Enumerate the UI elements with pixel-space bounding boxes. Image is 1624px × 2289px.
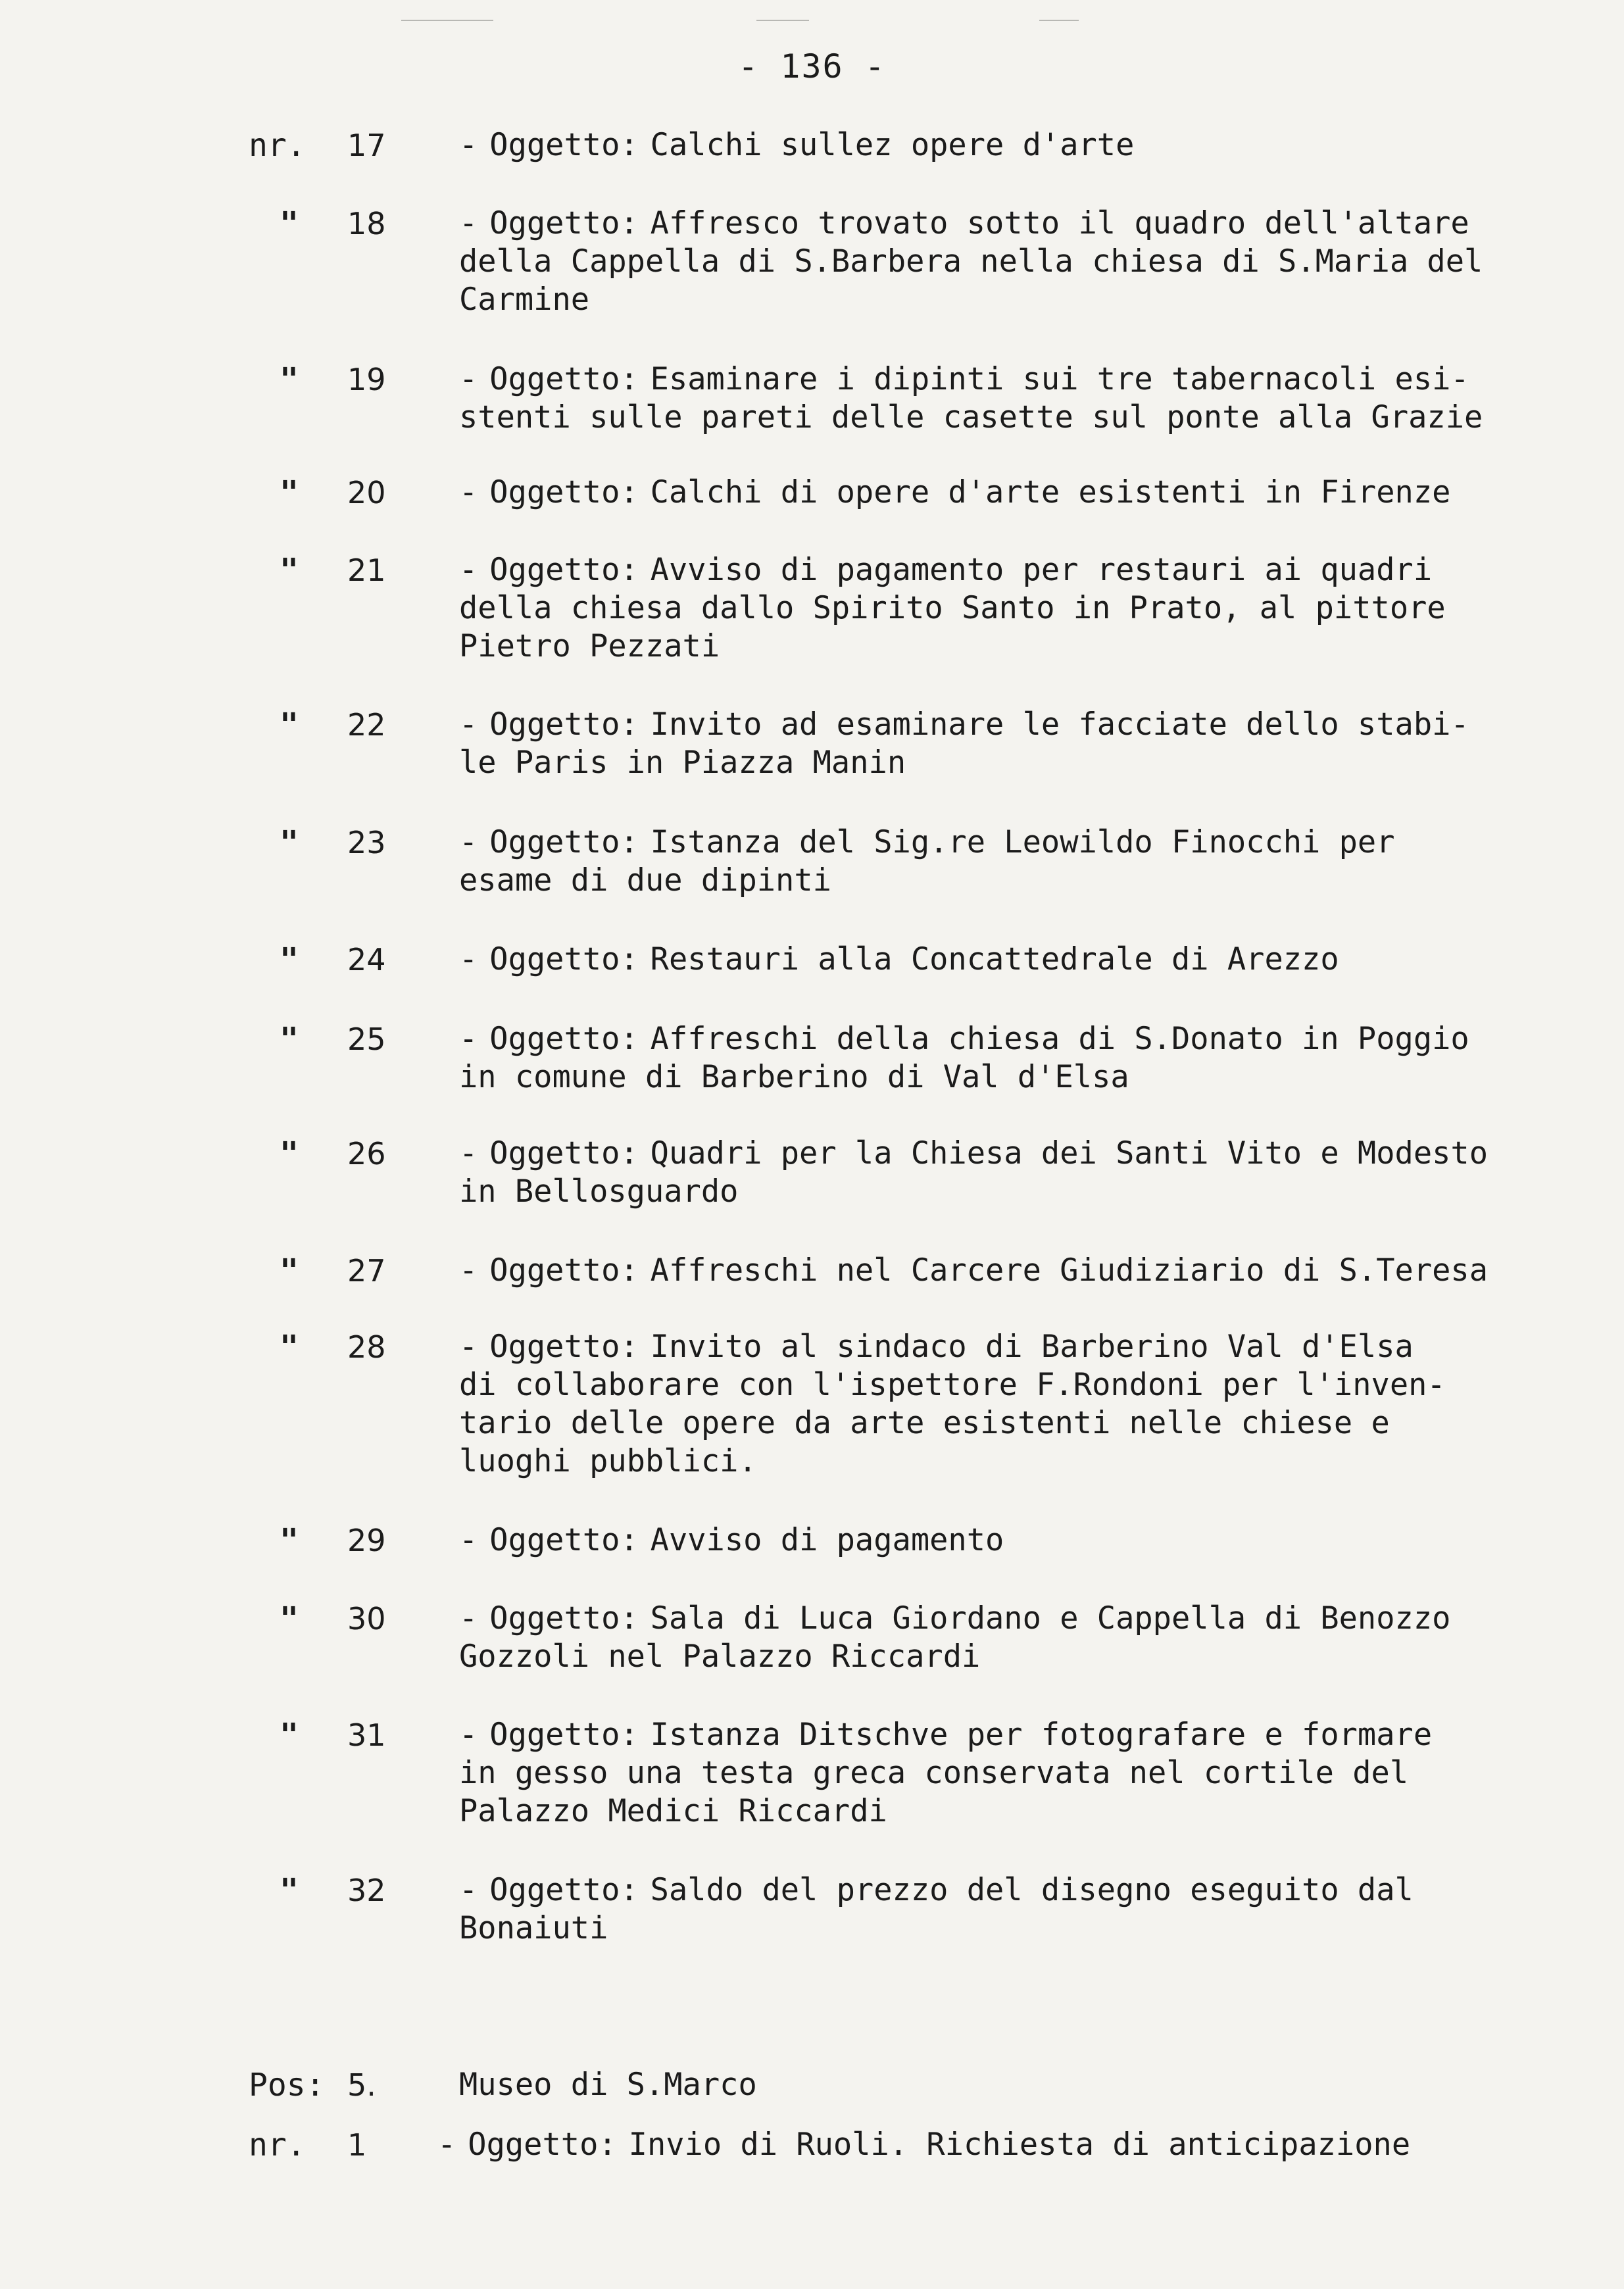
entry-number: 30 xyxy=(347,1601,386,1637)
entry-description: Calchi sullez opere d'arte xyxy=(650,127,1135,163)
entry-lead: Oggetto: xyxy=(489,1021,639,1057)
entry-number: 17 xyxy=(347,128,386,163)
entry-text xyxy=(459,1521,1590,1560)
entry-description: Affresco trovato sotto il quadro dell'altare della Cappella di S.Barbera nella chiesa di S.Maria del Carmine xyxy=(459,205,1483,318)
entry-text xyxy=(459,1871,1590,1948)
entry-description: Esaminare i dipinti sui tre tabernacoli esi- stenti sulle pareti delle casette sul ponte alla Grazie xyxy=(459,361,1483,435)
top-scan-mark xyxy=(401,20,493,21)
entry-text xyxy=(459,205,1590,319)
entry-dash: - xyxy=(459,474,478,510)
entry-prefix: nr. xyxy=(249,127,306,164)
entry-description: Avviso di pagamento per restauri ai quadri della chiesa dallo Spirito Santo in Prato, al pittore Pietro Pezzati xyxy=(459,552,1446,664)
entry-dash: - xyxy=(459,706,478,743)
entry-lead: Oggetto: xyxy=(489,1522,639,1558)
entry-number: 27 xyxy=(347,1253,386,1289)
entry-description: Istanza Ditschve per fotografare e formare in gesso una testa greca conservata nel cortile del Palazzo Medici Riccardi xyxy=(459,1717,1433,1829)
entry-dash: - xyxy=(459,1329,478,1365)
entry-text xyxy=(459,1716,1590,1831)
entry-text xyxy=(459,941,1590,979)
entry-lead: Oggetto: xyxy=(489,474,639,510)
entry-lead: Oggetto: xyxy=(489,1329,639,1365)
entry-number: 25 xyxy=(347,1021,386,1057)
entry-number: 22 xyxy=(347,707,386,743)
entry-lead: Oggetto: xyxy=(489,1252,639,1289)
entry-lead: Oggetto: xyxy=(489,1600,639,1637)
entry-dash: - xyxy=(459,1717,478,1753)
entry-text xyxy=(459,1135,1590,1211)
entry-text xyxy=(459,1020,1590,1096)
entry-prefix: nr. xyxy=(249,2127,306,2163)
ditto-mark: " xyxy=(280,941,299,978)
position-title: Museo di S.Marco xyxy=(459,2067,757,2103)
entry-description: Affreschi nel Carcere Giudiziario di S.Teresa xyxy=(650,1252,1489,1289)
ditto-mark: " xyxy=(280,552,299,589)
entry-dash: - xyxy=(459,127,478,163)
entry-lead: Oggetto: xyxy=(489,941,639,977)
entry-lead: Oggetto: xyxy=(489,361,639,397)
entry-dash: - xyxy=(459,1252,478,1289)
entry-text xyxy=(459,551,1590,666)
entry-lead: Oggetto: xyxy=(489,706,639,743)
entry-number: 18 xyxy=(347,206,386,241)
position-prefix: Pos: xyxy=(249,2067,325,2104)
entry-description: Istanza del Sig.re Leowildo Finocchi per esame di due dipinti xyxy=(459,824,1395,898)
entry-number: 32 xyxy=(347,1873,386,1908)
entry-description: Restauri alla Concattedrale di Arezzo xyxy=(650,941,1339,977)
entry-dash: - xyxy=(459,1600,478,1637)
entry-description: Calchi di opere d'arte esistenti in Firenze xyxy=(650,474,1451,510)
top-scan-mark xyxy=(1039,20,1079,21)
entry-text xyxy=(459,1252,1590,1290)
entry-lead: Oggetto: xyxy=(489,205,639,241)
entry-text xyxy=(459,706,1590,782)
entry-lead: Oggetto: xyxy=(489,552,639,588)
entry-text xyxy=(459,474,1590,512)
entry-description: Invito ad esaminare le facciate dello stabi- le Paris in Piazza Manin xyxy=(459,706,1469,781)
entry-number: 31 xyxy=(347,1717,386,1753)
ditto-mark: " xyxy=(280,1717,299,1754)
position-number: 5. xyxy=(347,2067,376,2103)
entry-description: Invio di Ruoli. Richiesta di anticipazione xyxy=(628,2127,1411,2163)
ditto-mark: " xyxy=(280,205,299,242)
ditto-mark: " xyxy=(280,824,299,861)
entry-dash: - xyxy=(459,1872,478,1908)
entry-lead: Oggetto: xyxy=(489,127,639,163)
ditto-mark: " xyxy=(280,706,299,743)
entry-number: 1 xyxy=(347,2127,367,2163)
entry-lead: Oggetto: xyxy=(468,2127,617,2163)
entry-lead: Oggetto: xyxy=(489,824,639,860)
ditto-mark: " xyxy=(280,1872,299,1909)
entry-number: 26 xyxy=(347,1136,386,1171)
entry-number: 24 xyxy=(347,942,386,977)
entry-description: Affreschi della chiesa di S.Donato in Poggio in comune di Barberino di Val d'Elsa xyxy=(459,1021,1469,1095)
entry-text xyxy=(459,126,1590,164)
entry-dash: - xyxy=(459,1135,478,1171)
entry-description: Sala di Luca Giordano e Cappella di Benozzo Gozzoli nel Palazzo Riccardi xyxy=(459,1600,1451,1675)
top-scan-mark xyxy=(756,20,809,21)
ditto-mark: " xyxy=(280,1252,299,1289)
entry-lead: Oggetto: xyxy=(489,1717,639,1753)
entry-description: Invito al sindaco di Barberino Val d'Elsa di collaborare con l'ispettore F.Rondoni per l'inven- tario delle opere da arte esistenti nelle chiese e luoghi pubblici. xyxy=(459,1329,1446,1479)
entry-dash: - xyxy=(459,941,478,977)
entry-lead: Oggetto: xyxy=(489,1135,639,1171)
entry-dash: - xyxy=(459,1522,478,1558)
entry-number: 29 xyxy=(347,1523,386,1558)
entry-text xyxy=(459,1600,1590,1676)
entry-dash: - xyxy=(459,205,478,241)
entry-text xyxy=(459,1328,1590,1481)
ditto-mark: " xyxy=(280,1522,299,1559)
entry-lead: Oggetto: xyxy=(489,1872,639,1908)
ditto-mark: " xyxy=(280,361,299,398)
entry-dash: - xyxy=(459,824,478,860)
entry-description: Avviso di pagamento xyxy=(650,1522,1004,1558)
entry-description: Quadri per la Chiesa dei Santi Vito e Modesto in Bellosguardo xyxy=(459,1135,1489,1210)
ditto-mark: " xyxy=(280,474,299,511)
entry-number: 20 xyxy=(347,475,386,510)
entry-number: 21 xyxy=(347,553,386,588)
entry-dash: - xyxy=(459,552,478,588)
entry-dash: - xyxy=(437,2127,456,2163)
ditto-mark: " xyxy=(280,1021,299,1058)
entry-text xyxy=(459,360,1590,437)
entry-description: Saldo del prezzo del disegno eseguito dal Bonaiuti xyxy=(459,1872,1414,1946)
ditto-mark: " xyxy=(280,1329,299,1366)
entry-dash: - xyxy=(459,1021,478,1057)
ditto-mark: " xyxy=(280,1600,299,1637)
entry-text xyxy=(437,2126,1569,2164)
entry-number: 28 xyxy=(347,1329,386,1365)
page-number: - 136 - xyxy=(738,47,886,86)
entry-number: 19 xyxy=(347,362,386,397)
entry-dash: - xyxy=(459,361,478,397)
entry-text xyxy=(459,824,1590,900)
entry-number: 23 xyxy=(347,825,386,860)
ditto-mark: " xyxy=(280,1135,299,1172)
